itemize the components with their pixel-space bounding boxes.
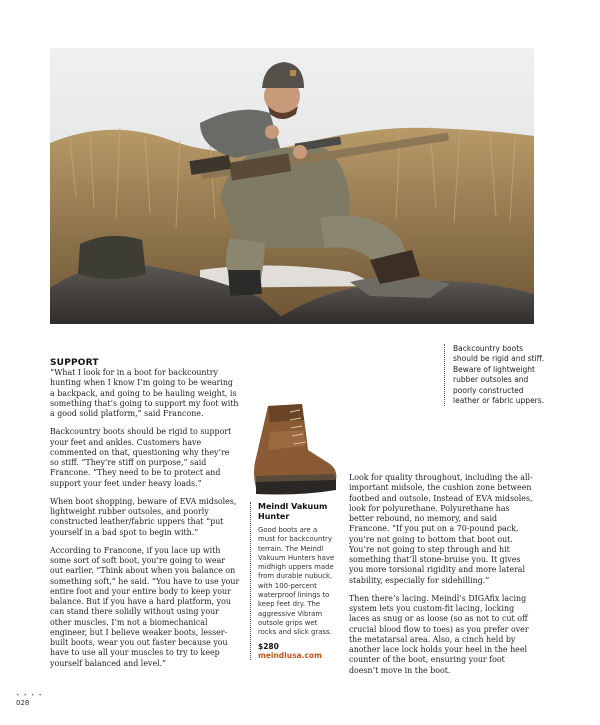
product-price: $280 bbox=[258, 641, 279, 651]
hero-photo bbox=[50, 48, 534, 324]
page-folio bbox=[16, 693, 43, 707]
boot-icon bbox=[250, 402, 340, 498]
sidebar-pull-note bbox=[444, 344, 545, 406]
folio-dots: • • • • bbox=[16, 692, 43, 699]
article-left-column bbox=[50, 358, 240, 677]
paragraph: When boot shopping, beware of EVA midsoles, lightweight rubber outsoles, and poorly constructed leather/fabric uppers that “put yourself in a bad spot to begin with.” bbox=[50, 496, 237, 537]
product-url-link[interactable]: meindlusa.com bbox=[258, 650, 322, 660]
article-right-column bbox=[349, 473, 535, 684]
section-heading: SUPPORT bbox=[50, 358, 99, 368]
hunter-photo-illustration bbox=[50, 48, 534, 324]
paragraph: According to Francone, if you lace up with some sort of soft boot, you’re going to wear out earlier. “Think about when you balance on something soft,” he said. “You have to use your entire foot and your entire body to keep your balance. But if you have a hard platform, you can stand there solidly without using your other muscles. I’m not a biomechanical engineer, but I believe weaker boots, lesser-built boots, wear you out faster because you have to use all your muscles to try to keep yourself balanced and level.” bbox=[50, 545, 240, 668]
product-name: Meindl Vakuum Hunter bbox=[258, 502, 328, 521]
product-description: Good boots are a must for backcountry terrain. The Meindl Vakuum Hunters have midhigh uppers made from durable nubuck, with 100-percent waterproof linings to keep feet dry. The aggressive Vibram outsole grips wet rocks and slick grass. bbox=[258, 526, 335, 637]
paragraph: Backcountry boots should be rigid to support your feet and ankles. Customers have commented on that, questioning why they’re so stiff. “They’re stiff on purpose,” said Francone. “They need to be to protect and support your feet under heavy loads.” bbox=[50, 427, 232, 488]
paragraph: “What I look for in a boot for backcountry hunting when I know I’m going to be wearing a backpack, and going to be hauling weight, is something that’s going to support my foot with a good solid platform,” said Francone. bbox=[50, 368, 239, 418]
page-number: 028 bbox=[16, 699, 30, 707]
paragraph: Then there’s lacing. Meindl’s DIGAfix lacing system lets you custom-fit lacing, locking laces as snug or as loose (so as not to cut off crucial blood flow to toes) as you prefer over the metatarsal area. Also, a cinch held by another lace lock holds your heel in the heel counter of the boot, ensuring your foot doesn’t move in the boot. bbox=[349, 593, 529, 675]
product-info bbox=[250, 502, 336, 660]
product-callout bbox=[250, 402, 336, 660]
paragraph: Look for quality throughout, including the all-important midsole, the cushion zone between footbed and outsole. Instead of EVA midsoles, look for polyurethane. Polyurethane has better rebound, no memory, and said Francone. “If you put on a 70-pound pack, you’re not going to bottom that boot out. You’re not going to step through and hit something that’ll stone-bruise you. It gives you more torsional rigidity and more lateral stability, especially for sidehilling.” bbox=[349, 473, 533, 585]
sidebar-note-text: Backcountry boots should be rigid and stiff. Beware of lightweight rubber outsoles and poorly constructed leather or fabric uppers. bbox=[453, 344, 545, 406]
